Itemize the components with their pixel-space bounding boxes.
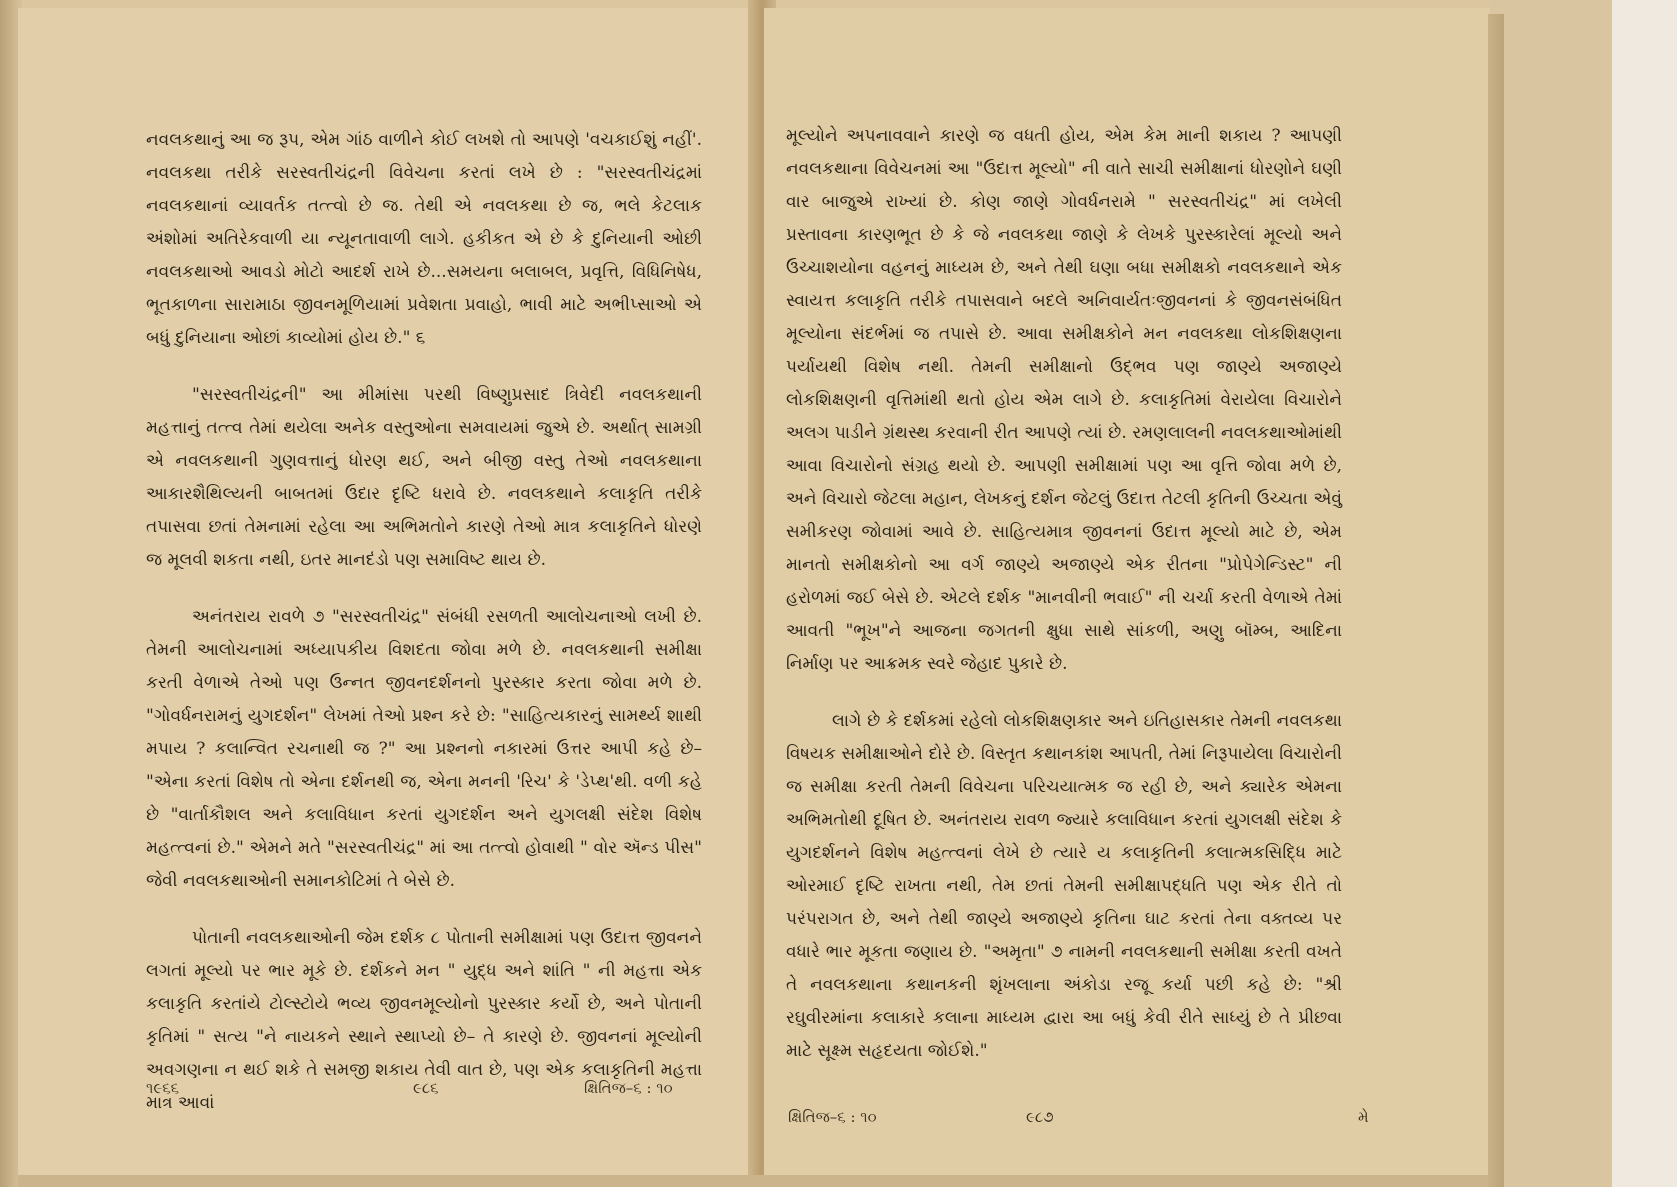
right-page-body <box>786 120 1342 1092</box>
right-footer-page-number: ૯૮૭ <box>1026 1108 1054 1126</box>
left-footer-page-number: ૯૮૬ <box>413 1079 439 1097</box>
left-paragraph-1: નવલકથાનું આ જ રૂપ, એમ ગાંઠ વાળીને કોઈ લખશે તો આપણે 'વચકાઈશું નહીં'. નવલકથા તરીકે સરસ્વતીચંદ્રની વિવેચના કરતાં લખે છે : "સરસ્વતીચંદ્રમાં નવલકથાનાં વ્યાવર્તક તત્ત્વો છે જ. તેથી એ નવલકથા છે જ, ભલે કેટલાક અંશોમાં અતિરેકવાળી યા ન્યૂનતાવાળી લાગે. હકીકત એ છે કે દુનિયાની ઓછી નવલકથાઓ આવડો મોટો આદર્શ રાખે છે...સમયના બલાબલ, પ્રવૃત્તિ, વિધિનિષેધ, ભૂતકાળના સારામાઠા જીવનમૂળિયામાં પ્રવેશતા પ્રવાહો, ભાવી માટે અભીપ્સાઓ એ બધું દુનિયાના ઓછાં કાવ્યોમાં હોય છે." ૬ <box>146 130 702 348</box>
right-page <box>764 8 1490 1187</box>
left-footer-journal: ક્ષિતિજ–૬ : ૧૦ <box>584 1079 673 1097</box>
left-paragraph-3: અનંતરાય રાવળે ૭ "સરસ્વતીચંદ્ર" સંબંધી રસળતી આલોચનાઓ લખી છે. તેમની આલોચનામાં અધ્યાપકીય વિશદતા જોવા મળે છે. નવલકથાની સમીક્ષા કરતી વેળાએ તેઓ પણ ઉન્નત જીવનદર્શનનો પુરસ્કાર કરતા જોવા મળે છે. "ગોવર્ધનરામનું યુગદર્શન" લેખમાં તેઓ પ્રશ્ન કરે છે: "સાહિત્યકારનું સામર્થ્ય શાથી મપાય ? કલાન્વિત રચનાથી જ ?" આ પ્રશ્નનો નકારમાં ઉત્તર આપી કહે છે– "એના કરતાં વિશેષ તો એના દર્શનથી જ, એના મનની 'રિચ' કે 'ડેપ્થ'થી. વળી કહે છે "વાર્તાકૌશલ અને કલાવિધાન કરતાં યુગદર્શન અને યુગલક્ષી સંદેશ વિશેષ મહત્ત્વનાં છે." એમને મતે "સરસ્વતીચંદ્ર" માં આ તત્ત્વો હોવાથી " વોર ઍન્ડ પીસ" જેવી નવલકથાઓની સમાનકોટિમાં તે બેસે છે. <box>146 607 702 891</box>
left-page <box>18 8 763 1187</box>
right-paragraph-2: લાગે છે કે દર્શકમાં રહેલો લોકશિક્ષણકાર અને ઇતિહાસકાર તેમની નવલકથા વિષયક સમીક્ષાઓને દોરે છે. વિસ્તૃત કથાનકાંશ આપતી, તેમાં નિરૂપાયેલા વિચારોની જ સમીક્ષા કરતી તેમની વિવેચના પરિચયાત્મક જ રહી છે, અને ક્યારેક એમના અભિમતોથી દૂષિત છે. અનંતરાય રાવળ જ્યારે કલાવિધાન કરતાં યુગલક્ષી સંદેશ કે યુગદર્શનને વિશેષ મહત્ત્વનાં લેખે છે ત્યારે ય કલાકૃતિની કલાત્મકસિદ્ધિ માટે ઓરમાઈ દૃષ્ટિ રાખતા નથી, તેમ છતાં તેમની સમીક્ષાપદ્ધતિ પણ એક રીતે તો પરંપરાગત છે, અને તેથી જાણ્યે અજાણ્યે કૃતિના ઘાટ કરતાં તેના વક્તવ્ય પર વધારે ભાર મૂકતા જણાય છે. "અમૃતા" ૭ નામની નવલકથાની સમીક્ષા કરતી વખતે તે નવલકથાના કથાનકની શૃંખલાના અંકોડા રજૂ કર્યા પછી કહે છે: "શ્રી રઘુવીરમાંના કલાકારે કલાના માધ્યમ દ્વારા આ બધું કેવી રીતે સાધ્યું છે તે પ્રીછવા માટે સૂક્ષ્મ સહૃદયતા જોઈશે." <box>786 711 1342 1061</box>
left-page-body <box>146 124 702 1144</box>
left-paragraph-4: પોતાની નવલકથાઓની જેમ દર્શક ૮ પોતાની સમીક્ષામાં પણ ઉદાત્ત જીવનને લગતાં મૂલ્યો પર ભાર મૂકે છે. દર્શકને મન " યુદ્ધ અને શાંતિ " ની મહત્તા એક કલાકૃતિ કરતાંયે ટોલ્સ્ટોયે ભવ્ય જીવનમૂલ્યોનો પુરસ્કાર કર્યો છે, અને પોતાની કૃતિમાં " સત્ય "ને નાયકને સ્થાને સ્થાપ્યો છે– તે કારણે છે. જીવનનાં મૂલ્યોની અવગણના ન થઈ શકે તે સમજી શકાય તેવી વાત છે, પણ એક કલાકૃતિની મહત્તા માત્ર આવાં <box>146 928 702 1113</box>
right-page-edge <box>1488 14 1504 1187</box>
left-paragraph-2: "સરસ્વતીચંદ્રની" આ મીમાંસા પરથી વિષ્ણુપ્રસાદ ત્રિવેદી નવલકથાની મહત્તાનું તત્ત્વ તેમાં થયેલા અનેક વસ્તુઓના સમવાયમાં જુએ છે. અર્થાત્ સામગ્રી એ નવલકથાની ગુણવત્તાનું ધોરણ થઈ, અને બીજી વસ્તુ તેઓ નવલકથાના આકારશૈથિલ્યની બાબતમાં ઉદાર દૃષ્ટિ ધરાવે છે. નવલકથાને કલાકૃતિ તરીકે તપાસવા છતાં તેમનામાં રહેલા આ અભિમતોને કારણે તેઓ માત્ર કલાકૃતિને ધોરણે જ મૂલવી શકતા નથી, ઇતર માનદંડો પણ સમાવિષ્ટ થાય છે. <box>146 385 702 570</box>
right-paragraph-1: મૂલ્યોને અપનાવવાને કારણે જ વધતી હોય, એમ કેમ માની શકાય ? આપણી નવલકથાના વિવેચનમાં આ "ઉદાત્ત મૂલ્યો" ની વાતે સાચી સમીક્ષાનાં ધોરણોને ઘણી વાર બાજુએ રાખ્યાં છે. કોણ જાણે ગોવર્ધનરામે " સરસ્વતીચંદ્ર" માં લખેલી પ્રસ્તાવના કારણભૂત છે કે જે નવલકથા જાણે કે લેખકે પુરસ્કારેલાં મૂલ્યો અને ઉચ્ચાશયોના વહનનું માધ્યમ છે, અને તેથી ઘણા બધા સમીક્ષકો નવલકથાને એક સ્વાયત્ત કલાકૃતિ તરીકે તપાસવાને બદલે અનિવાર્યતઃજીવનનાં કે જીવનસંબંધિત મૂલ્યોના સંદર્ભમાં જ તપાસે છે. આવા સમીક્ષકોને મન નવલકથા લોકશિક્ષણના પર્યાયથી વિશેષ નથી. તેમની સમીક્ષાનો ઉદ્ભવ પણ જાણ્યે અજાણ્યે લોકશિક્ષણની વૃત્તિમાંથી થતો હોય એમ લાગે છે. કલાકૃતિમાં વેરાયેલા વિચારોને અલગ પાડીને ગ્રંથસ્થ કરવાની રીત આપણે ત્યાં છે. રમણલાલની નવલકથાઓમાંથી આવા વિચારોનો સંગ્રહ થયો છે. આપણી સમીક્ષામાં પણ આ વૃત્તિ જોવા મળે છે, અને વિચારો જેટલા મહાન, લેખકનું દર્શન જેટલું ઉદાત્ત તેટલી કૃતિની ઉચ્ચતા એવું સમીકરણ જોવામાં આવે છે. સાહિત્યમાત્ર જીવનનાં ઉદાત્ત મૂલ્યો માટે છે, એમ માનતો સમીક્ષકોનો આ વર્ગ જાણ્યે અજાણ્યે એક રીતના "પ્રોપેગેન્ડિસ્ટ" ની હરોળમાં જઈ બેસે છે. એટલે દર્શક "માનવીની ભવાઈ" ની ચર્ચા કરતી વેળાએ તેમાં આવતી "ભૂખ"ને આજના જગતની ક્ષુધા સાથે સાંકળી, અણુ બૉમ્બ, આદિના નિર્માણ પર આક્રમક સ્વરે જેહાદ પુકારે છે. <box>786 126 1342 674</box>
right-footer-journal: ક્ષિતિજ–૬ : ૧૦ <box>788 1108 877 1126</box>
bottom-page-edge <box>18 1175 1488 1187</box>
right-footer-mark: મે <box>1358 1108 1369 1126</box>
left-footer-year: ૧૯૬૬ <box>146 1079 180 1097</box>
